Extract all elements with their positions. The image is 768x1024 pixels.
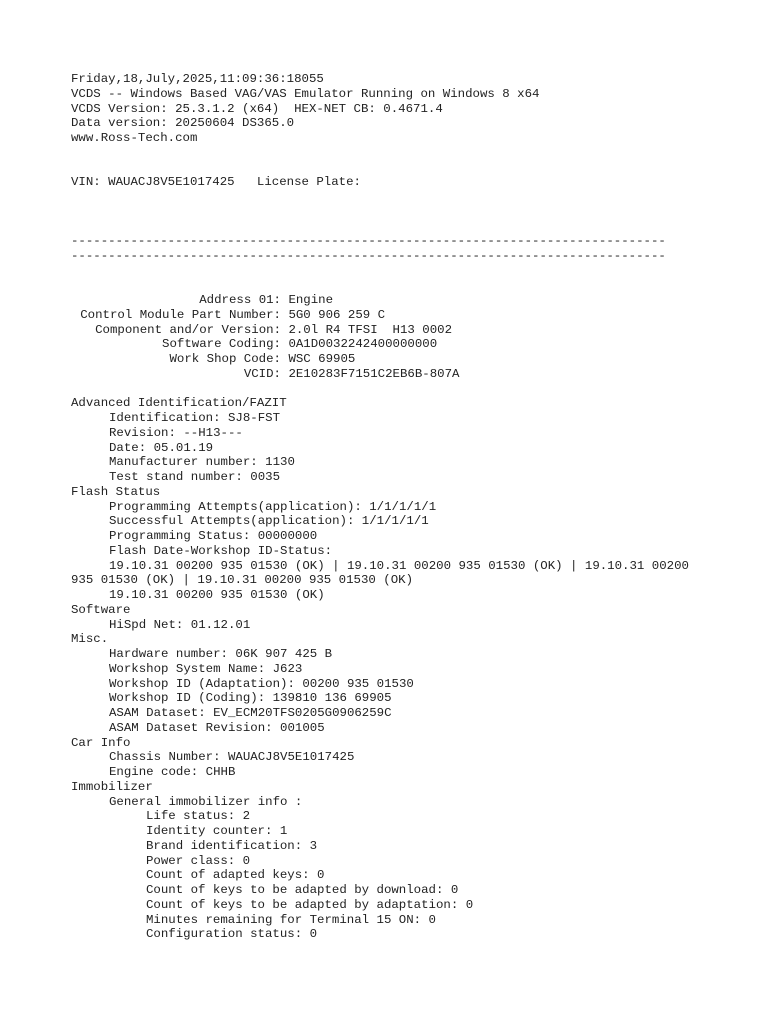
- module-field: VCID: 2E10283F7151C2EB6B-807A: [243, 366, 460, 381]
- fazit-item: Date: 05.01.19: [109, 440, 214, 455]
- report-timestamp: Friday,18,July,2025,11:09:36:18055: [71, 72, 324, 86]
- misc-item: Hardware number: 06K 907 425 B: [109, 647, 333, 661]
- vin-line: VIN: WAUACJ8V5E1017425 License Plate:: [71, 175, 361, 190]
- module-field: Software Coding: 0A1D0032242400000000: [162, 337, 438, 352]
- module-field: Component and/or Version: 2.0l R4 TFSI H13 0002: [95, 322, 453, 337]
- misc-item: ASAM Dataset: EV_ECM20TFS0205G0906259C: [109, 706, 392, 720]
- module-field: Address 01: Engine: [199, 293, 334, 307]
- flash-item: Programming Status: 00000000: [109, 529, 318, 543]
- immobilizer-item: Configuration status: 0: [146, 927, 318, 942]
- immobilizer-item: Identity counter: 1: [146, 824, 288, 838]
- data-version: Data version: 20250604 DS365.0: [71, 116, 295, 131]
- section-title-misc: Misc.: [71, 632, 109, 647]
- immobilizer-item: Count of adapted keys: 0: [146, 868, 325, 883]
- section-title-software: Software: [71, 602, 131, 617]
- fazit-item: Manufacturer number: 1130: [109, 455, 295, 470]
- vcds-report: [71, 72, 689, 942]
- immobilizer-item: Count of keys to be adapted by download: 0: [146, 883, 459, 897]
- misc-item: Workshop ID (Adaptation): 00200 935 01530: [109, 676, 414, 691]
- software-item: HiSpd Net: 01.12.01: [109, 617, 251, 632]
- immobilizer-item: Count of keys to be adapted by adaptation: 0: [146, 897, 474, 912]
- module-info: [71, 293, 689, 382]
- app-description: VCDS -- Windows Based VAG/VAS Emulator Running on Windows 8 x64: [71, 86, 540, 101]
- section-title-car-info: Car Info: [71, 735, 131, 750]
- immobilizer-item: Life status: 2: [146, 809, 251, 824]
- fazit-item: Test stand number: 0035: [109, 470, 281, 484]
- misc-item: Workshop System Name: J623: [109, 661, 303, 676]
- section-title-immobilizer: Immobilizer: [71, 779, 153, 794]
- module-field: Work Shop Code: WSC 69905: [169, 352, 356, 366]
- car-item: Chassis Number: WAUACJ8V5E1017425: [109, 750, 355, 765]
- flash-item: Successful Attempts(application): 1/1/1/1/1: [109, 514, 429, 529]
- immobilizer-item: Brand identification: 3: [146, 838, 318, 853]
- misc-item: ASAM Dataset Revision: 001005: [109, 720, 325, 735]
- immobilizer-subtitle: General immobilizer info :: [109, 794, 303, 809]
- website: www.Ross-Tech.com: [71, 131, 198, 145]
- section-title-fazit: Advanced Identification/FAZIT: [71, 396, 287, 411]
- car-item: Engine code: CHHB: [109, 765, 236, 779]
- flash-history: 19.10.31 00200 935 01530 (OK) | 19.10.31 00200 935 01530 (OK) | 19.10.31 00200: [109, 558, 689, 573]
- separator-line: --------------------------------------------------------------------------------: [71, 248, 666, 263]
- section-title-flash: Flash Status: [71, 484, 161, 499]
- fazit-item: Revision: --H13---: [109, 425, 243, 440]
- fazit-item: Identification: SJ8-FST: [109, 411, 281, 425]
- flash-item: Flash Date-Workshop ID-Status:: [109, 543, 333, 558]
- misc-item: Workshop ID (Coding): 139810 136 69905: [109, 691, 392, 706]
- separator-line: --------------------------------------------------------------------------------: [71, 234, 666, 248]
- immobilizer-item: Minutes remaining for Terminal 15 ON: 0: [146, 912, 436, 927]
- flash-item: Programming Attempts(application): 1/1/1/1/1: [109, 499, 437, 514]
- immobilizer-item: Power class: 0: [146, 853, 251, 868]
- flash-history-wrap: 935 01530 (OK) | 19.10.31 00200 935 01530 (OK): [71, 573, 414, 588]
- module-field: Control Module Part Number: 5G0 906 259 C: [80, 307, 386, 322]
- vcds-version: VCDS Version: 25.3.1.2 (x64) HEX-NET CB: 0.4671.4: [71, 101, 443, 116]
- flash-history: 19.10.31 00200 935 01530 (OK): [109, 588, 325, 602]
